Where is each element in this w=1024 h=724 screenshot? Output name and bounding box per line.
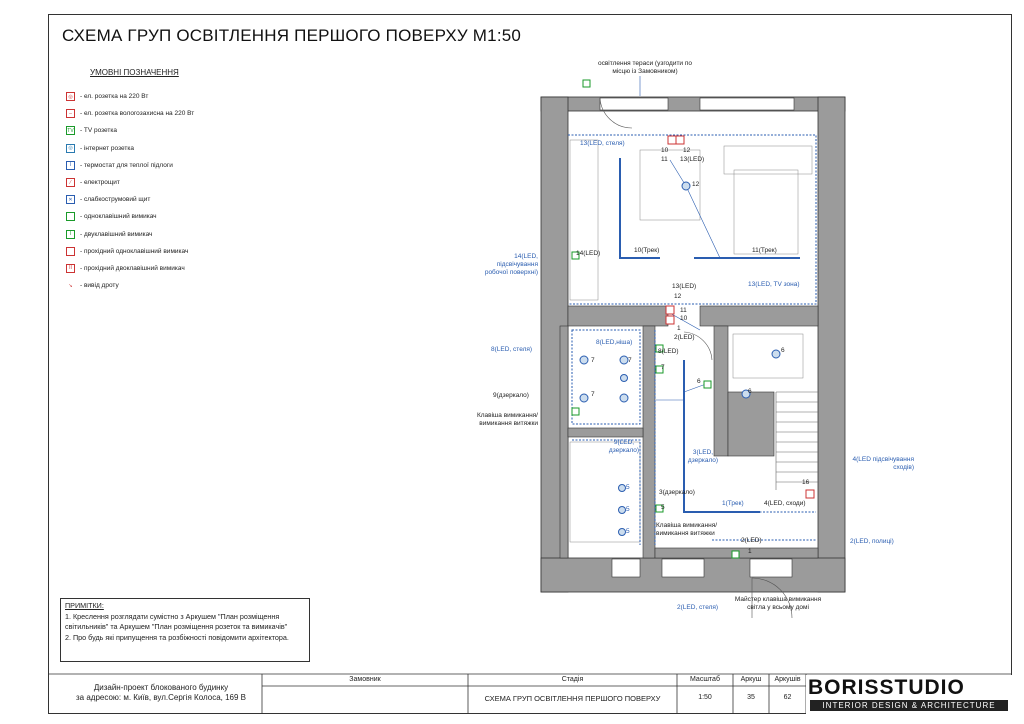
label-8-niche: 8(LED,ніша) xyxy=(596,339,633,346)
label-11: 11 xyxy=(661,156,668,163)
low-voltage-panel-icon: ✕ xyxy=(66,195,75,204)
label-12c: 12 xyxy=(674,293,682,300)
electrical-panel-icon: ⁄ xyxy=(66,178,75,187)
label-6b: 6 xyxy=(697,378,701,385)
sheets-value: 62 xyxy=(783,694,792,701)
project-line-2: за адресою: м. Київ, вул.Сергія Колоса, 169 В xyxy=(76,693,246,702)
sheet-value: 35 xyxy=(747,694,755,701)
project-line-1: Дизайн-проект блокованого будинку xyxy=(93,683,229,692)
double-switch-icon: I xyxy=(66,230,75,239)
legend-item-label: - TV розетка xyxy=(80,127,118,135)
label-9-led: 9(LED, дзеркало) xyxy=(608,439,640,454)
scale-label: Масштаб xyxy=(690,676,720,683)
label-8: 8(LED) xyxy=(658,348,679,355)
label-1-track: 1(Трек) xyxy=(722,500,744,507)
label-16: 16 xyxy=(802,479,810,486)
socket-icon: ◎ xyxy=(66,92,75,101)
stage-label: Стадія xyxy=(561,676,584,683)
label-5d: 5 xyxy=(661,504,665,511)
label-12: 12 xyxy=(692,181,700,188)
label-14: 14(LED) xyxy=(576,250,601,257)
label-13-ceiling: 13(LED, стеля) xyxy=(580,140,625,147)
sheets-label: Аркушів xyxy=(774,676,801,683)
brand-subtitle: INTERIOR DESIGN & ARCHITECTURE xyxy=(810,700,1008,711)
legend-item-label: - термостат для теплої підлоги xyxy=(80,161,173,169)
label-4-stairs: 4(LED підсвічування сходів) xyxy=(852,456,914,471)
waterproof-socket-icon: – xyxy=(66,109,75,118)
notes-line-2: 2. Про будь які припущення та розбіжності повідомити архітектора. xyxy=(65,632,289,642)
legend-title: УМОВНІ ПОЗНАЧЕННЯ xyxy=(90,68,179,77)
label-2led: 2(LED) xyxy=(674,334,695,341)
label-7a: 7 xyxy=(591,357,595,364)
project-address xyxy=(66,683,256,703)
label-13led: 13(LED) xyxy=(680,156,705,163)
internet-socket-icon: ◎ xyxy=(66,144,75,153)
label-2led-b: 2(LED) xyxy=(741,537,762,544)
pass-double-switch-icon: II xyxy=(66,264,75,273)
legend-item-label: - одноклавішний вимикач xyxy=(80,213,157,221)
tv-socket-icon: TV xyxy=(67,127,74,134)
label-1: 1 xyxy=(677,325,681,332)
legend-item-label: - прохідний одноклавішний вимикач xyxy=(80,247,189,255)
label-13-tv: 13(LED, TV зона) xyxy=(748,281,800,288)
label-2-shelves: 2(LED, полиці) xyxy=(850,538,894,545)
label-switch-hood-2: Клавіша вимикання/ вимикання витяжки xyxy=(656,522,718,537)
legend-item-label: - прохідний двоклавішний вимикач xyxy=(80,264,185,272)
sheet-name: СХЕМА ГРУП ОСВІТЛЕННЯ ПЕРШОГО ПОВЕРХУ xyxy=(484,694,661,703)
label-master-switch: Майстер клавіша вимикання світла у всьому домі xyxy=(734,596,822,611)
page-title: СХЕМА ГРУП ОСВІТЛЕННЯ ПЕРШОГО ПОВЕРХУ М1:50 xyxy=(62,26,522,45)
thermostat-icon: I xyxy=(66,161,75,170)
label-7c: 7 xyxy=(591,391,595,398)
label-11b: 11 xyxy=(680,307,687,314)
label-10: 10 xyxy=(661,147,669,154)
label-1b: 1 xyxy=(748,548,752,555)
label-11-track: 11(Трек) xyxy=(752,247,777,254)
label-switch-hood-1: Клавіша вимикання/ вимикання витяжки xyxy=(476,412,538,427)
sheet-label: Аркуш xyxy=(740,676,762,683)
legend-item-label: - ел. розетка на 220 Вт xyxy=(80,93,149,101)
label-4-led: 4(LED, сходи) xyxy=(764,500,806,507)
notes-title: ПРИМІТКИ: xyxy=(65,601,104,610)
brand-name: BORISSTUDIO xyxy=(808,676,965,699)
label-14-work: 14(LED, підсвічування робочої поверхні) xyxy=(484,253,538,276)
legend-item-label: - слабкострумовий щит xyxy=(80,196,151,204)
legend-item-label: - інтернет розетка xyxy=(80,144,134,152)
label-3-led: 3(LED, дзеркало) xyxy=(687,449,719,464)
label-5c: 5 xyxy=(626,528,630,535)
label-6c: 6 xyxy=(748,388,752,395)
wire-outlet-icon: ↘ xyxy=(68,282,73,289)
label-7d: 7 xyxy=(661,364,665,371)
label-7b: 7 xyxy=(628,357,632,364)
legend-item-label: - електрощит xyxy=(80,179,120,187)
legend-item-label: - двуклавішний вимикач xyxy=(80,230,153,238)
label-6a: 6 xyxy=(781,347,785,354)
customer-label: Замовник xyxy=(349,676,381,683)
brand-logo xyxy=(806,675,1012,714)
label-9-mirror: 9(дзеркало) xyxy=(493,392,529,399)
notes-line-1: 1. Креслення розглядати сумістно з Аркушем "План розміщення світильників" та Аркушем "План розміщення розеток та вимикачів" xyxy=(65,611,288,631)
label-8-ceiling: 8(LED, стеля) xyxy=(491,346,533,353)
terrace-text: освітлення тераси (узгодити по місцю із Замовником) xyxy=(597,60,692,75)
label-5b: 5 xyxy=(626,506,630,513)
label-2-ceiling: 2(LED, стеля) xyxy=(677,604,719,611)
label-10-track: 10(Трек) xyxy=(634,247,660,254)
label-5a: 5 xyxy=(626,484,630,491)
legend-item-label: - вивід дроту xyxy=(80,282,119,290)
label-13: 13(LED) xyxy=(672,283,697,290)
scale-value: 1:50 xyxy=(698,694,712,701)
legend-item-label: - ел. розетка вологозахисна на 220 Вт xyxy=(80,110,195,118)
label-12b: 12 xyxy=(683,147,691,154)
label-3-mirror: 3(дзеркало) xyxy=(659,489,695,496)
label-10b: 10 xyxy=(680,315,688,322)
